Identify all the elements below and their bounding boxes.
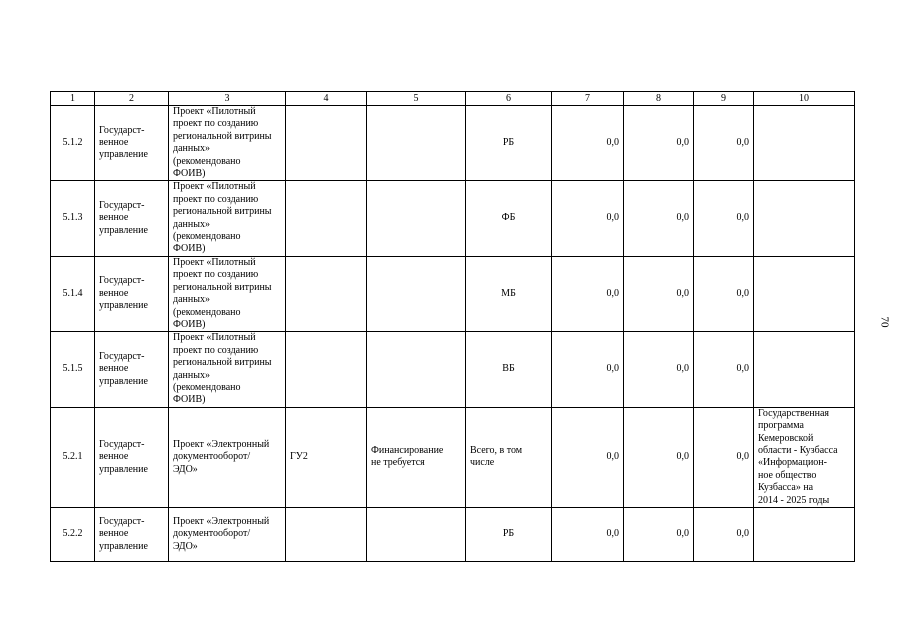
table-body	[51, 106, 855, 562]
cell-program	[754, 181, 855, 256]
cell-financing-note	[367, 256, 466, 331]
cell-financing-note	[367, 332, 466, 407]
cell-executor: ГУ2	[286, 407, 367, 507]
cell-financing-note	[367, 508, 466, 562]
cell-value-7: 0,0	[552, 181, 624, 256]
cell-sector: Государст- венное управление	[95, 106, 169, 181]
cell-funding-source: РБ	[466, 508, 552, 562]
cell-project: Проект «Пилотный проект по созданию региональной витрины данных» (рекомендовано ФОИВ)	[169, 106, 286, 181]
header-row	[51, 92, 855, 106]
cell-project: Проект «Пилотный проект по созданию региональной витрины данных» (рекомендовано ФОИВ)	[169, 181, 286, 256]
cell-code: 5.1.2	[51, 106, 95, 181]
cell-executor	[286, 508, 367, 562]
cell-financing-note	[367, 106, 466, 181]
cell-sector: Государст- венное управление	[95, 332, 169, 407]
cell-project: Проект «Пилотный проект по созданию региональной витрины данных» (рекомендовано ФОИВ)	[169, 256, 286, 331]
cell-value-8: 0,0	[624, 332, 694, 407]
cell-value-9: 0,0	[694, 106, 754, 181]
cell-executor	[286, 256, 367, 331]
header-cell: 2	[95, 92, 169, 106]
cell-funding-source: МБ	[466, 256, 552, 331]
cell-value-9: 0,0	[694, 407, 754, 507]
cell-executor	[286, 181, 367, 256]
header-cell: 10	[754, 92, 855, 106]
cell-project: Проект «Пилотный проект по созданию региональной витрины данных» (рекомендовано ФОИВ)	[169, 332, 286, 407]
cell-code: 5.1.3	[51, 181, 95, 256]
cell-code: 5.1.4	[51, 256, 95, 331]
cell-value-7: 0,0	[552, 332, 624, 407]
cell-sector: Государст- венное управление	[95, 256, 169, 331]
table-row	[51, 106, 855, 181]
cell-code: 5.1.5	[51, 332, 95, 407]
cell-program	[754, 332, 855, 407]
cell-program	[754, 508, 855, 562]
cell-program	[754, 256, 855, 331]
cell-sector: Государст- венное управление	[95, 407, 169, 507]
cell-program	[754, 106, 855, 181]
table-row	[51, 407, 855, 507]
header-cell: 3	[169, 92, 286, 106]
cell-value-7: 0,0	[552, 407, 624, 507]
header-cell: 9	[694, 92, 754, 106]
cell-financing-note	[367, 181, 466, 256]
cell-funding-source: Всего, в том числе	[466, 407, 552, 507]
cell-program: Государственная программа Кемеровской области - Кузбасса «Информацион- ное общество Кузбасса» на 2014 - 2025 годы	[754, 407, 855, 507]
cell-value-9: 0,0	[694, 332, 754, 407]
cell-funding-source: ФБ	[466, 181, 552, 256]
cell-value-7: 0,0	[552, 508, 624, 562]
header-cell: 6	[466, 92, 552, 106]
cell-value-8: 0,0	[624, 256, 694, 331]
cell-value-9: 0,0	[694, 181, 754, 256]
cell-funding-source: ВБ	[466, 332, 552, 407]
page-number: 70	[878, 316, 891, 328]
header-cell: 4	[286, 92, 367, 106]
cell-value-8: 0,0	[624, 508, 694, 562]
cell-value-7: 0,0	[552, 256, 624, 331]
cell-value-7: 0,0	[552, 106, 624, 181]
cell-executor	[286, 106, 367, 181]
cell-executor	[286, 332, 367, 407]
cell-financing-note: Финансирование не требуется	[367, 407, 466, 507]
cell-value-8: 0,0	[624, 181, 694, 256]
cell-project: Проект «Электронный документооборот/ ЭДО»	[169, 508, 286, 562]
cell-value-9: 0,0	[694, 508, 754, 562]
table-row	[51, 256, 855, 331]
cell-funding-source: РБ	[466, 106, 552, 181]
table-row	[51, 508, 855, 562]
cell-sector: Государст- венное управление	[95, 508, 169, 562]
cell-value-8: 0,0	[624, 407, 694, 507]
cell-value-9: 0,0	[694, 256, 754, 331]
cell-sector: Государст- венное управление	[95, 181, 169, 256]
data-table	[50, 91, 855, 562]
header-cell: 5	[367, 92, 466, 106]
cell-value-8: 0,0	[624, 106, 694, 181]
cell-code: 5.2.2	[51, 508, 95, 562]
table-row	[51, 332, 855, 407]
header-cell: 1	[51, 92, 95, 106]
header-cell: 8	[624, 92, 694, 106]
cell-project: Проект «Электронный документооборот/ ЭДО»	[169, 407, 286, 507]
header-cell: 7	[552, 92, 624, 106]
cell-code: 5.2.1	[51, 407, 95, 507]
table-row	[51, 181, 855, 256]
